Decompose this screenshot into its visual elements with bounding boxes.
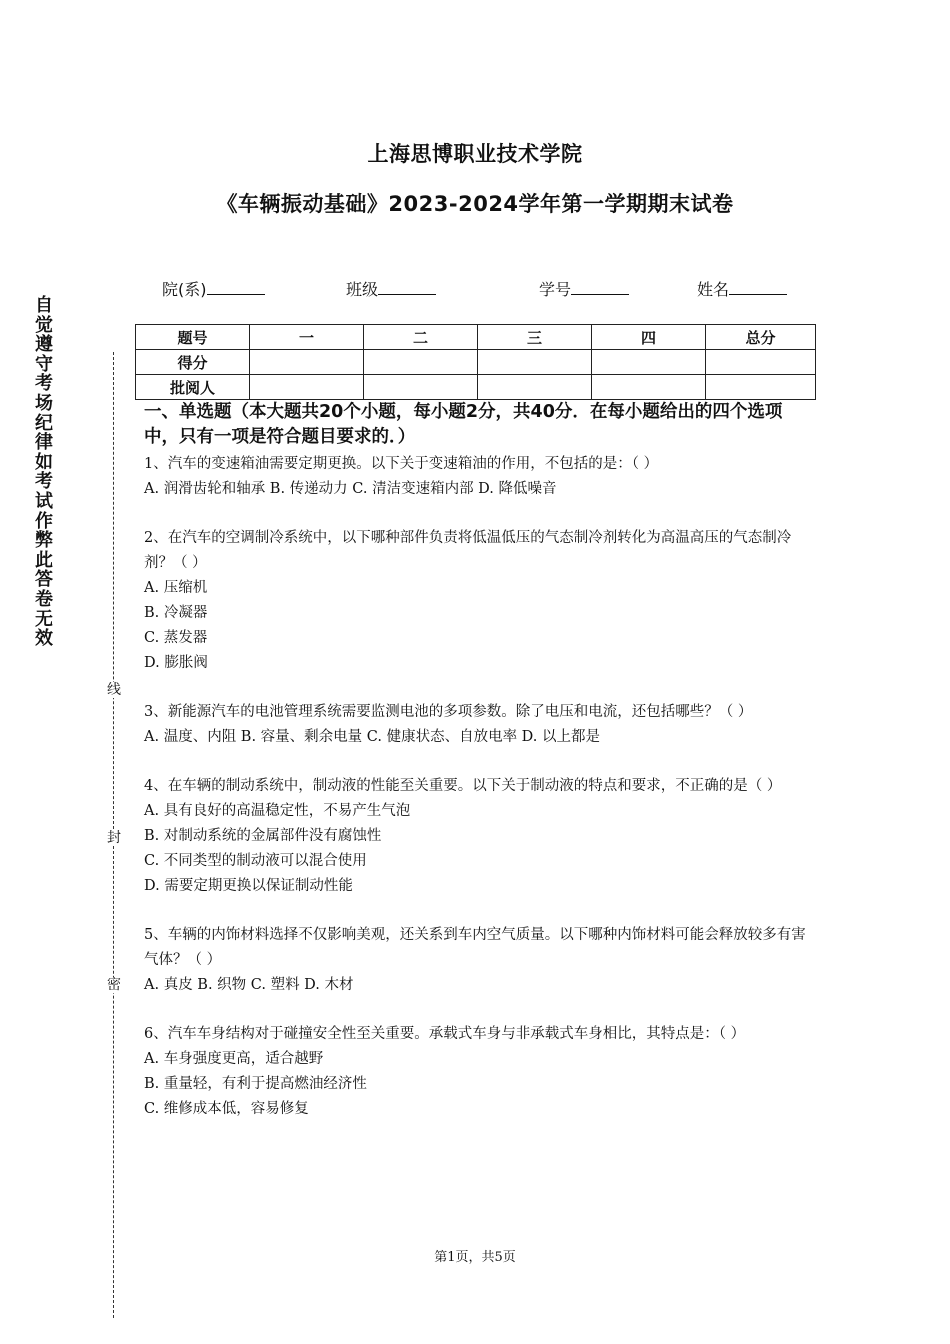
- section-title: 一、单选题（本大题共20个小题，每小题2分，共40分．在每小题给出的四个选项中，只有一项是符合题目要求的．）: [144, 402, 783, 447]
- question-6: [144, 1022, 816, 1122]
- reviewer-cell[interactable]: [364, 375, 478, 400]
- dept-blank[interactable]: [207, 280, 265, 295]
- row-label: 批阅人: [136, 375, 250, 400]
- score-cell[interactable]: [706, 350, 816, 375]
- question-stem: 2、在汽车的空调制冷系统中，以下哪种部件负责将低温低压的气态制冷剂转化为高温高压的气态制冷剂？（ ）: [144, 530, 792, 571]
- score-cell[interactable]: [250, 350, 364, 375]
- reviewer-cell[interactable]: [592, 375, 706, 400]
- question-option: A. 车身强度更高，适合越野: [144, 1051, 324, 1067]
- id-label: 学号: [539, 280, 572, 299]
- question-stem: 4、在车辆的制动系统中，制动液的性能至关重要。以下关于制动液的特点和要求，不正确的是（ ）: [144, 778, 782, 794]
- header-cell: 二: [364, 325, 478, 350]
- name-blank[interactable]: [729, 280, 787, 295]
- question-stem: 1、汽车的变速箱油需要定期更换。以下关于变速箱油的作用，不包括的是：（ ）: [144, 456, 659, 472]
- question-3: [144, 700, 816, 750]
- dept-label: 院(系): [162, 280, 207, 299]
- score-cell[interactable]: [592, 350, 706, 375]
- score-header-row: [136, 325, 816, 350]
- header-cell: 题号: [136, 325, 250, 350]
- name-field: [697, 277, 787, 300]
- question-stem: 6、汽车车身结构对于碰撞安全性至关重要。承载式车身与非承载式车身相比，其特点是：（ ）: [144, 1026, 746, 1042]
- question-option: B. 重量轻，有利于提高燃油经济性: [144, 1076, 367, 1092]
- score-cell[interactable]: [478, 350, 592, 375]
- question-option: B. 冷凝器: [144, 605, 208, 621]
- score-row: [136, 350, 816, 375]
- question-option: C. 蒸发器: [144, 630, 208, 646]
- question-stem: 5、车辆的内饰材料选择不仅影响美观，还关系到车内空气质量。以下哪种内饰材料可能会释放较多有害气体？（ ）: [144, 927, 806, 968]
- question-1: [144, 452, 816, 502]
- class-blank[interactable]: [378, 280, 436, 295]
- reviewer-cell[interactable]: [706, 375, 816, 400]
- question-option: A. 具有良好的高温稳定性，不易产生气泡: [144, 803, 411, 819]
- reviewer-cell[interactable]: [250, 375, 364, 400]
- class-label: 班级: [346, 280, 379, 299]
- cut-mark-feng: 封: [107, 830, 121, 846]
- cut-mark-mi: 密: [107, 977, 121, 993]
- dept-field: [162, 277, 265, 300]
- question-2: [144, 526, 816, 676]
- question-option: A. 压缩机: [144, 580, 208, 596]
- reviewer-cell[interactable]: [478, 375, 592, 400]
- header-cell: 一: [250, 325, 364, 350]
- question-5: [144, 923, 816, 998]
- name-label: 姓名: [697, 280, 730, 299]
- id-field: [539, 277, 629, 300]
- class-field: [346, 277, 436, 300]
- question-option: D. 需要定期更换以保证制动性能: [144, 878, 353, 894]
- id-blank[interactable]: [571, 280, 629, 295]
- question-4: [144, 774, 816, 899]
- side-notice: 自觉遵守考场纪律如考试作弊此答卷无效: [35, 295, 53, 650]
- question-option: C. 维修成本低，容易修复: [144, 1101, 309, 1117]
- question-option: A. 真皮 B. 织物 C. 塑料 D. 木材: [144, 977, 354, 993]
- reviewer-row: [136, 375, 816, 400]
- header-cell: 三: [478, 325, 592, 350]
- exam-content: [144, 400, 816, 1146]
- question-option: A. 温度、内阻 B. 容量、剩余电量 C. 健康状态、自放电率 D. 以上都是: [144, 729, 601, 745]
- question-option: A. 润滑齿轮和轴承 B. 传递动力 C. 清洁变速箱内部 D. 降低噪音: [144, 481, 557, 497]
- row-label: 得分: [136, 350, 250, 375]
- question-stem: 3、新能源汽车的电池管理系统需要监测电池的多项参数。除了电压和电流，还包括哪些？（ ）: [144, 704, 753, 720]
- header-cell: 总分: [706, 325, 816, 350]
- cut-mark-xian: 线: [107, 682, 121, 698]
- page-footer: 第1页，共5页: [434, 1250, 516, 1265]
- header-cell: 四: [592, 325, 706, 350]
- exam-title: 《车辆振动基础》2023-2024学年第一学期期末试卷: [216, 192, 734, 216]
- score-cell[interactable]: [364, 350, 478, 375]
- school-name: 上海思博职业技术学院: [367, 142, 583, 166]
- question-option: D. 膨胀阀: [144, 655, 208, 671]
- question-option: B. 对制动系统的金属部件没有腐蚀性: [144, 828, 382, 844]
- score-table: [135, 324, 816, 400]
- question-option: C. 不同类型的制动液可以混合使用: [144, 853, 367, 869]
